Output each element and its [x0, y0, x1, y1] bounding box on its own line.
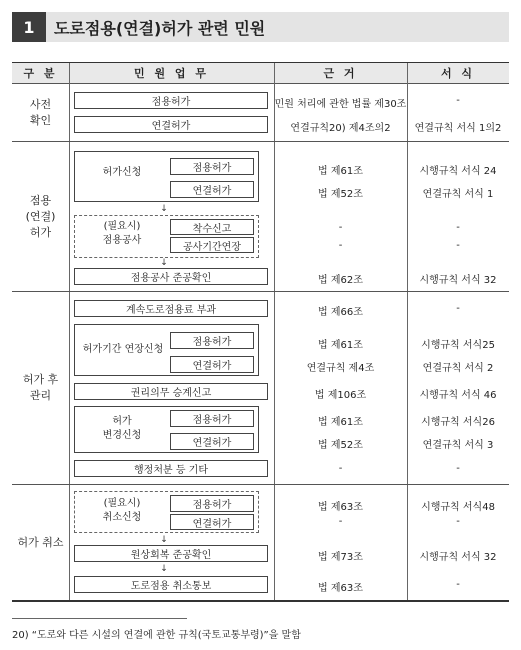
footnote-rule — [12, 618, 187, 619]
form-cell: 연결규칙 서식 1의2 — [414, 123, 502, 134]
extend-label: 허가기간 연장신청 — [82, 344, 164, 355]
section-number: 1 — [12, 12, 46, 42]
arrow-down-icon: ↓ — [160, 204, 168, 214]
basis-cell: 법 제62조 — [318, 275, 363, 286]
fee-box: 계속도로점용료 부과 — [74, 300, 268, 317]
form-cell: 시행규칙 서식 24 — [419, 166, 497, 177]
form-cell: 시행규칙 서식 32 — [419, 552, 497, 563]
basis-cell: 민원 처리에 관한 법률 제30조 — [274, 99, 407, 110]
pre-occupancy-box: 점용허가 — [74, 92, 268, 109]
form-cell: 연결규칙 서식 3 — [422, 440, 494, 451]
basis-cell: 법 제63조 — [318, 502, 363, 513]
basis-cell: 법 제61조 — [318, 340, 363, 351]
permit-occupancy-box: 점용허가 — [170, 158, 254, 175]
form-cell: - — [456, 240, 460, 251]
basis-cell: 법 제52조 — [318, 189, 363, 200]
change-connection-box: 연결허가 — [170, 433, 254, 450]
basis-cell: 법 제106조 — [314, 390, 367, 401]
row-divider — [12, 141, 509, 142]
cancel-occupancy-box: 점용허가 — [170, 495, 254, 512]
basis-cell: - — [338, 222, 343, 233]
form-cell: 시행규칙 서식25 — [421, 340, 495, 351]
construction-label: (필요시) 점용공사 — [102, 221, 142, 246]
cancel-notice-box: 도로점용 취소통보 — [74, 576, 268, 593]
form-cell: - — [456, 222, 460, 233]
form-cell: 시행규칙 서식26 — [421, 417, 495, 428]
basis-cell: 연결규칙 제4조 — [306, 363, 375, 374]
basis-cell: 법 제61조 — [318, 417, 363, 428]
change-occupancy-box: 점용허가 — [170, 410, 254, 427]
cancel-connection-box: 연결허가 — [170, 514, 254, 530]
basis-cell: 법 제52조 — [318, 440, 363, 451]
form-cell: - — [456, 303, 460, 314]
basis-cell: - — [338, 516, 343, 527]
completion-check-box: 점용공사 준공확인 — [74, 268, 268, 285]
header-process: 민 원 업 무 — [69, 63, 274, 83]
form-cell: 연결규칙 서식 2 — [422, 363, 494, 374]
header-basis: 근 거 — [274, 63, 407, 83]
form-cell: 시행규칙 서식 46 — [419, 390, 497, 401]
col-divider — [69, 63, 70, 601]
basis-cell: 법 제73조 — [318, 552, 363, 563]
category-cancel: 허가 취소 — [17, 535, 64, 549]
permit-apply-label: 허가신청 — [102, 167, 142, 178]
arrow-down-icon: ↓ — [160, 258, 168, 268]
restore-check-box: 원상회복 준공확인 — [74, 545, 268, 562]
change-label: 허가 변경신청 — [102, 416, 142, 441]
header-divider — [12, 83, 509, 84]
basis-cell: - — [338, 463, 343, 474]
category-pre-check: 사전 확인 — [29, 97, 52, 127]
form-cell: - — [456, 579, 460, 590]
category-post-management: 허가 후 관리 — [22, 373, 59, 402]
extend-occupancy-box: 점용허가 — [170, 332, 254, 349]
basis-cell: 법 제61조 — [318, 166, 363, 177]
form-cell: - — [456, 95, 460, 106]
basis-cell: 법 제66조 — [318, 307, 363, 318]
succession-box: 권리의무 승계신고 — [74, 383, 268, 400]
basis-cell: 연결규칙20) 제4조의2 — [290, 123, 391, 134]
header-form: 서 식 — [407, 63, 509, 83]
form-cell: 시행규칙 서식48 — [421, 502, 495, 513]
arrow-down-icon: ↓ — [160, 535, 168, 545]
basis-cell: - — [338, 240, 343, 251]
form-cell: - — [456, 463, 460, 474]
start-report-box: 착수신고 — [170, 219, 254, 235]
pre-connection-box: 연결허가 — [74, 116, 268, 133]
admin-action-box: 행정처분 등 기타 — [74, 460, 268, 477]
basis-cell: 법 제63조 — [318, 583, 363, 594]
permit-connection-box: 연결허가 — [170, 181, 254, 198]
row-divider — [12, 484, 509, 485]
cancel-request-label: (필요시) 취소신청 — [102, 498, 142, 523]
header-category: 구 분 — [12, 63, 69, 83]
form-cell: - — [456, 516, 460, 527]
form-cell: 연결규칙 서식 1 — [422, 189, 494, 200]
arrow-down-icon: ↓ — [160, 564, 168, 574]
period-extension-box: 공사기간연장 — [170, 237, 254, 253]
extend-connection-box: 연결허가 — [170, 356, 254, 373]
row-divider — [12, 291, 509, 292]
table-bottom-border — [12, 600, 509, 602]
page-title: 도로점용(연결)허가 관련 민원 — [46, 12, 509, 42]
category-permit: 점용 (연결) 허가 — [25, 193, 56, 239]
footnote: 20) “도로와 다른 시설의 연결에 관한 규칙(국토교통부령)”을 말함 — [12, 630, 301, 641]
form-cell: 시행규칙 서식 32 — [419, 275, 497, 286]
